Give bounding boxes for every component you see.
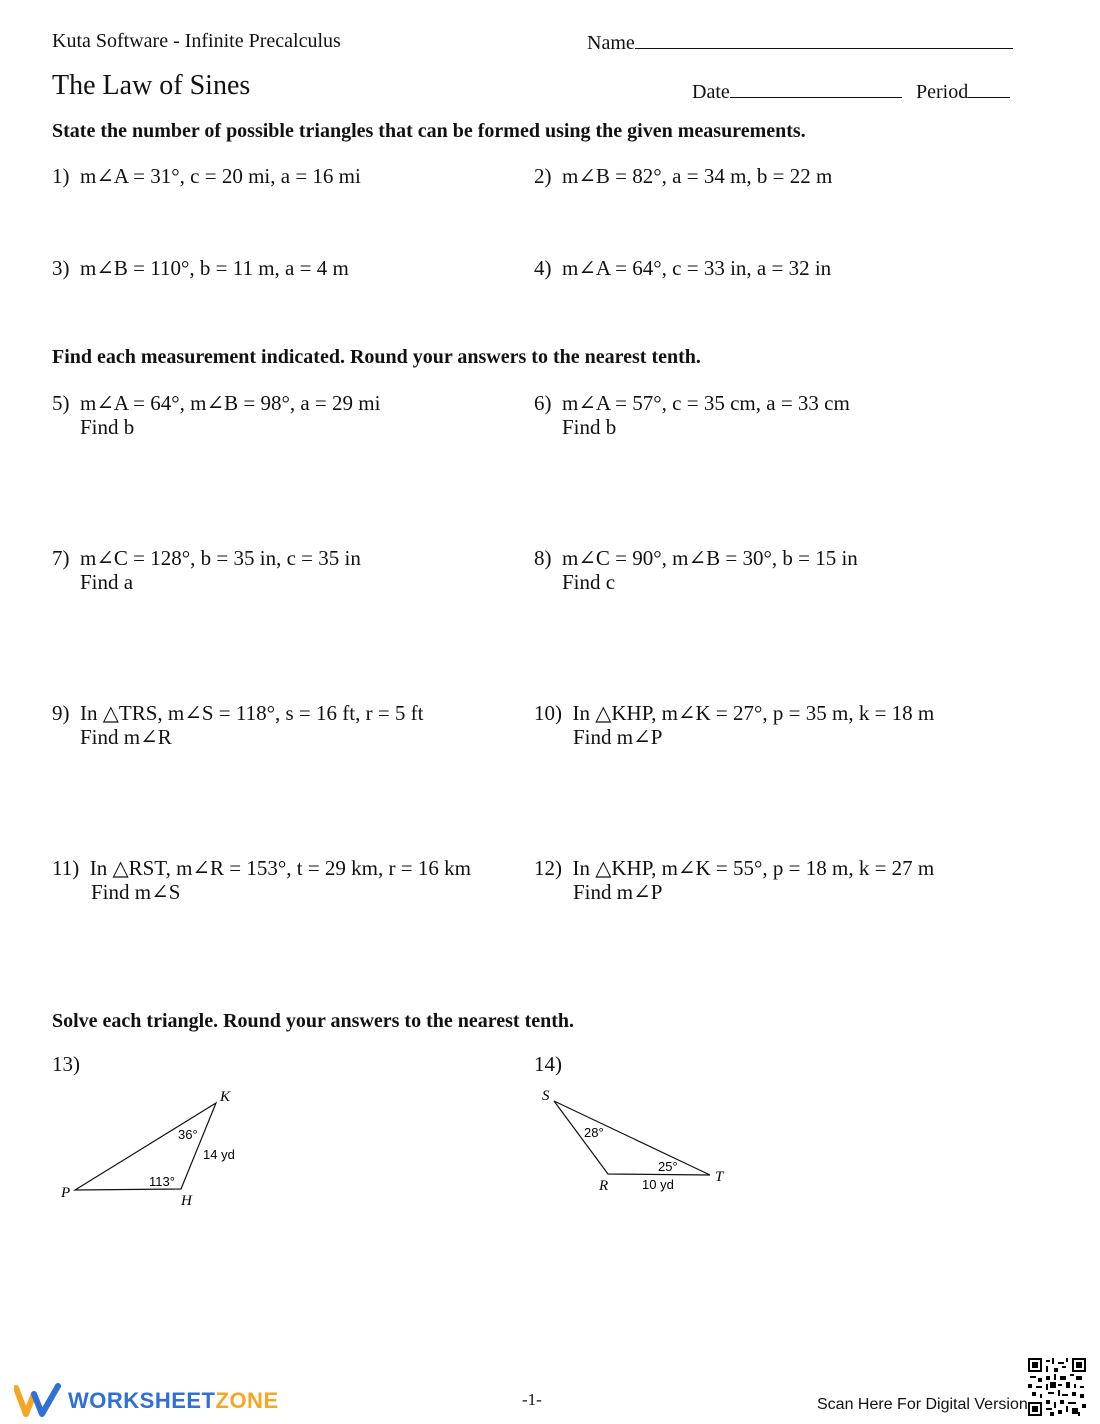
problem-number: 11): [52, 856, 80, 880]
angle-label-h: 113°: [149, 1174, 175, 1189]
problem-number: 14): [534, 1052, 562, 1076]
problem-1: [52, 164, 361, 188]
worksheetzone-logo-icon: [14, 1382, 62, 1418]
period-field[interactable]: [916, 79, 1010, 104]
problem-find: Find m∠S: [91, 880, 181, 904]
problem-find: Find m∠P: [573, 880, 663, 904]
problem-given: In △TRS, m∠S = 118°, s = 16 ft, r = 5 ft: [80, 701, 424, 725]
scan-label: Scan Here For Digital Version: [817, 1396, 1028, 1413]
section-instruction: Solve each triangle. Round your answers to the nearest tenth.: [52, 1010, 575, 1032]
triangle-diagram-13: [50, 1082, 270, 1212]
problem-8: [534, 546, 858, 594]
problem-number: 13): [52, 1052, 80, 1076]
problem-given: m∠C = 128°, b = 35 in, c = 35 in: [80, 546, 361, 570]
problem-number: 10): [534, 701, 562, 725]
problem-number: 6): [534, 391, 552, 415]
problem-find: Find a: [80, 570, 134, 594]
problem-12: [534, 856, 934, 904]
vertex-label-t: T: [715, 1169, 724, 1185]
angle-label-k: 36°: [178, 1127, 198, 1142]
problem-find: Find b: [80, 415, 135, 439]
side-label-rt: 10 yd: [642, 1177, 674, 1192]
problem-find: Find m∠R: [80, 725, 172, 749]
angle-label-s: 28°: [584, 1125, 604, 1140]
worksheetzone-logo-text: [68, 1388, 279, 1414]
brand-part-zone: ZONE: [215, 1388, 279, 1413]
source-label: Kuta Software - Infinite Precalculus: [52, 30, 341, 52]
problem-number: 8): [534, 546, 552, 570]
problem-9: [52, 701, 424, 749]
vertex-label-r: R: [599, 1178, 609, 1194]
problem-number: 9): [52, 701, 70, 725]
section-instruction: Find each measurement indicated. Round your answers to the nearest tenth.: [52, 346, 701, 368]
problem-3: [52, 256, 349, 280]
problem-number: 12): [534, 856, 562, 880]
problem-number: 4): [534, 256, 552, 280]
name-blank[interactable]: [635, 30, 1013, 49]
vertex-label-p: P: [61, 1185, 71, 1201]
vertex-label-k: K: [220, 1089, 231, 1105]
problem-number: 1): [52, 164, 70, 188]
problem-given: m∠A = 57°, c = 35 cm, a = 33 cm: [562, 391, 850, 415]
problem-number: 3): [52, 256, 70, 280]
problem-given: m∠A = 64°, m∠B = 98°, a = 29 mi: [80, 391, 381, 415]
vertex-label-h: H: [181, 1193, 192, 1209]
problem-4: [534, 256, 831, 280]
triangle-srt: [554, 1101, 710, 1175]
problem-14: [534, 1052, 562, 1076]
triangle-kph: [75, 1103, 216, 1190]
triangle-diagram-14: [530, 1082, 750, 1202]
angle-label-t: 25°: [658, 1159, 678, 1174]
page-number: -1-: [522, 1390, 542, 1409]
problem-given: m∠C = 90°, m∠B = 30°, b = 15 in: [562, 546, 858, 570]
period-blank[interactable]: [968, 79, 1010, 98]
name-label: Name: [587, 32, 635, 54]
date-field[interactable]: [692, 79, 902, 104]
brand-part-worksheet: WORKSHEET: [68, 1388, 216, 1413]
vertex-label-s: S: [542, 1088, 550, 1104]
page-title: The Law of Sines: [52, 70, 251, 101]
date-blank[interactable]: [730, 79, 902, 98]
date-label: Date: [692, 81, 730, 103]
problem-11: [52, 856, 471, 904]
problem-given: m∠B = 82°, a = 34 m, b = 22 m: [562, 164, 833, 188]
problem-given: In △KHP, m∠K = 55°, p = 18 m, k = 27 m: [572, 856, 935, 880]
name-field[interactable]: [587, 30, 1013, 55]
problem-10: [534, 701, 934, 749]
period-label: Period: [916, 81, 969, 103]
problem-given: m∠A = 64°, c = 33 in, a = 32 in: [562, 256, 832, 280]
problem-2: [534, 164, 832, 188]
problem-number: 7): [52, 546, 70, 570]
side-label-kh: 14 yd: [203, 1147, 235, 1162]
problem-given: In △KHP, m∠K = 27°, p = 35 m, k = 18 m: [572, 701, 935, 725]
problem-13: [52, 1052, 80, 1076]
problem-7: [52, 546, 361, 594]
problem-find: Find b: [562, 415, 617, 439]
problem-given: In △RST, m∠R = 153°, t = 29 km, r = 16 km: [89, 856, 471, 880]
problem-6: [534, 391, 850, 439]
section-instruction: State the number of possible triangles that can be formed using the given measurements.: [52, 120, 806, 142]
problem-given: m∠A = 31°, c = 20 mi, a = 16 mi: [80, 164, 361, 188]
problem-number: 5): [52, 391, 70, 415]
problem-given: m∠B = 110°, b = 11 m, a = 4 m: [80, 256, 349, 280]
problem-find: Find m∠P: [573, 725, 663, 749]
worksheetzone-logo[interactable]: [14, 1380, 279, 1420]
problem-find: Find c: [562, 570, 616, 594]
qr-code-icon[interactable]: [1028, 1358, 1086, 1416]
problem-5: [52, 391, 380, 439]
problem-number: 2): [534, 164, 552, 188]
